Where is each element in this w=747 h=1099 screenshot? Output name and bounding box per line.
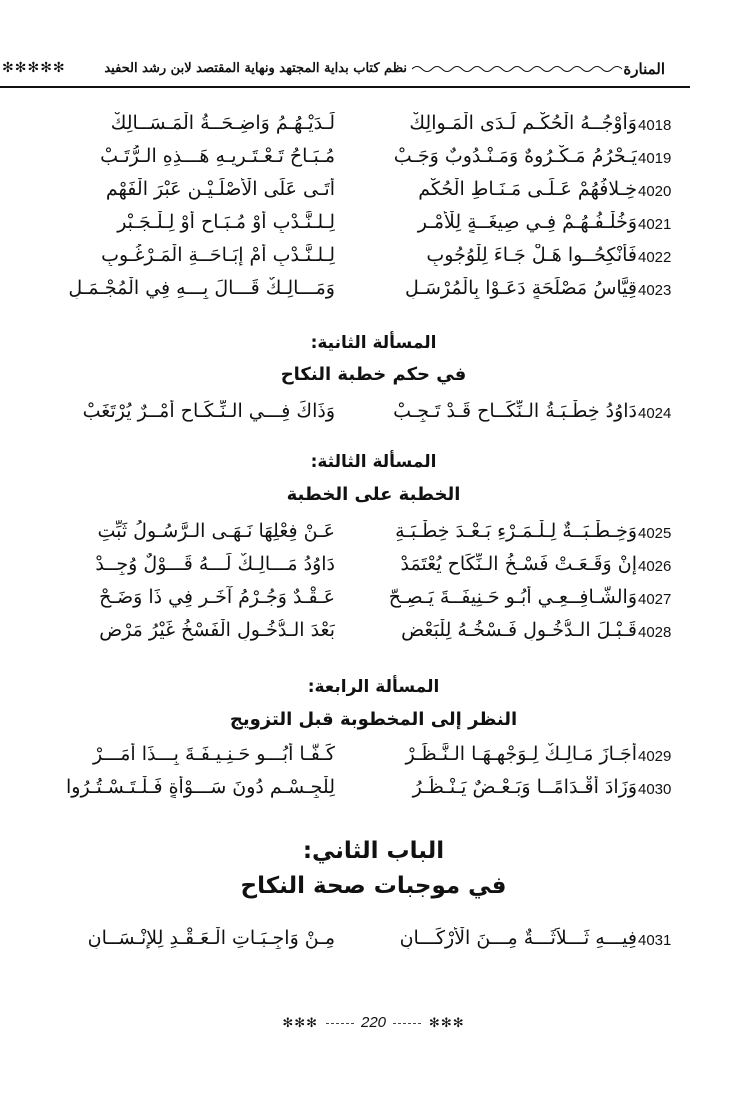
- verse-row: [0, 112, 747, 144]
- chapter-title: الباب الثاني:: [302, 838, 445, 864]
- verse-first-hemistich: إِنْ وَقَـعَـتْ فَسْـخُ الـنِّكَاحِ يُعْتَمَدْ: [400, 553, 637, 575]
- verse-number: 4025: [638, 525, 672, 542]
- verse-first-hemistich: دَاوُدُ خِطْـبَـةُ الـنِّكَــاحِ قَـدْ تَـجِـبْ: [393, 400, 637, 422]
- footer-divider: [326, 1023, 354, 1024]
- verse-second-hemistich: وَذَاكَ فِـــي الـنِّـكَـاحِ أَمْــرٌ يُرْتَغَبْ: [82, 400, 335, 422]
- verse-row: [0, 927, 747, 959]
- verse-row: [0, 244, 747, 276]
- verse-row: [0, 178, 747, 210]
- verse-first-hemistich: وَالشَّـافِــعِـي أَبُـو حَـنِيفَــةَ يَـصِـحّ: [388, 586, 637, 608]
- verse-first-hemistich: وَأَوْجُــهُ الْحُكْـمِ لَـدَى الْمَـوالِكْ: [409, 112, 637, 134]
- verse-number: 4029: [638, 748, 672, 765]
- verse-second-hemistich: عَـقْـدٌ وَجُـرْمُ آخَـرٍ فِي ذَا وَضَـحْ: [99, 586, 335, 608]
- verse-number: 4024: [638, 405, 672, 422]
- footer-ornament-icon: ✻✻✻: [428, 1016, 465, 1031]
- verse-number: 4018: [638, 117, 672, 134]
- verse-number: 4026: [638, 558, 672, 575]
- verse-number: 4019: [638, 150, 672, 167]
- verse-row: [0, 776, 747, 808]
- verse-number: 4022: [638, 249, 672, 266]
- verse-number: 4031: [638, 932, 672, 949]
- footer-ornament-icon: ✻✻✻: [282, 1016, 319, 1031]
- verse-first-hemistich: يَـحْرُمُ مَـكْـرُوهٌ وَمَـنْـدُوبٌ وَجَـبْ: [393, 145, 637, 167]
- verse-first-hemistich: فَأَنْكِحُــوا هَـلْ جَـاءَ لِلْوُجُوبِ: [426, 244, 637, 266]
- section-subtitle: الخطبة على الخطبة: [286, 484, 461, 505]
- section-title: المسألة الرابعة:: [307, 677, 440, 697]
- verse-second-hemistich: لِـلـنَّـدْبِ أَوْ مُـبَـاحٍ أَوْ لِـلْـجَـبْرِ: [117, 211, 335, 233]
- journal-name: المنارة: [623, 60, 665, 78]
- verse-first-hemistich: وَخُلْـفُـهُـمْ فِـي صِيغَــةٍ لِلْأَمْـرِ: [417, 211, 637, 233]
- verse-second-hemistich: كَـفًّـا أَبُـــو حَـنِـيـفَـةَ بِـــذَا أَمَـــرْ: [93, 743, 335, 765]
- page-header: [0, 56, 747, 86]
- page-footer: [0, 1014, 747, 1038]
- verse-row: [0, 277, 747, 309]
- section-title: المسألة الثالثة:: [310, 452, 437, 472]
- verse-number: 4028: [638, 624, 672, 641]
- verse-row: [0, 553, 747, 585]
- verse-second-hemistich: دَاوُدُ مَـــالِـكٌ لَـــهُ قَـــوْلٌ وُجِــدْ: [95, 553, 335, 575]
- verse-second-hemistich: مُـبَـاحُ تَـعْـتَـرِيـهِ هَـــذِهِ الـرُّتَـبْ: [100, 145, 335, 167]
- verse-first-hemistich: وَخِـطْـبَــةٌ لِـلْـمَـرْءِ بَـعْـدَ خِطْـبَـةِ: [395, 520, 637, 542]
- verse-number: 4027: [638, 591, 672, 608]
- verse-row: [0, 586, 747, 618]
- page-number: 220: [360, 1014, 387, 1031]
- book-title: نظم كتاب بداية المجتهد ونهاية المقتصد لابن رشد الحفيد: [104, 61, 407, 76]
- header-ornament-icon: ✻✻✻✻✻: [2, 60, 66, 76]
- verse-second-hemistich: لِلْجِـسْـمِ دُونَ سَـــوْأَةٍ فَـلْـتَـسْـتُـرُوا: [65, 776, 335, 798]
- section-title: المسألة الثانية:: [310, 333, 437, 353]
- verse-row: [0, 520, 747, 552]
- verse-first-hemistich: وَزَادَ أَقْـدَامًــا وَبَـعْـضٌ يَـنْـظُـرُ: [412, 776, 637, 798]
- verse-row: [0, 743, 747, 775]
- verse-second-hemistich: أَتَـى عَلَى الْأَصْلَـيْـنِ عَبْرَ الْفَهْمِ: [105, 178, 335, 200]
- verse-row: [0, 211, 747, 243]
- chapter-subtitle: في موجبات صحة النكاح: [240, 873, 507, 899]
- verse-row: [0, 400, 747, 432]
- verse-second-hemistich: وَمَـــالِـكٌ قَـــالَ بِـــهِ فِي الْمُجْـمَـلِ: [68, 277, 335, 299]
- verse-number: 4020: [638, 183, 672, 200]
- section-subtitle: النظر إلى المخطوبة قبل التزويج: [229, 709, 518, 730]
- verse-first-hemistich: قِيَّاسُ مَصْلَحَةٍ دَعَـوْا بِالْمُرْسَـلِ: [405, 277, 637, 299]
- verse-first-hemistich: فِيـــهِ ثَـــلاَثَـــةٌ مِـــنَ الْأَرْكَـــانِ: [399, 927, 637, 949]
- verse-number: 4021: [638, 216, 672, 233]
- verse-number: 4030: [638, 781, 672, 798]
- verse-first-hemistich: أَجَـازَ مَـالِـكٌ لِـوَجْهِـهَـا الـنَّـظَـرْ: [405, 743, 637, 765]
- verse-first-hemistich: خِـلافُهُمْ عَـلَـى مَـنَـاطِ الْحُكْمِ: [418, 178, 637, 200]
- verse-first-hemistich: قَـبْـلَ الـدُّخُـولِ فَـسْخُـهُ لِلْبَعْضِ: [401, 619, 637, 641]
- verse-second-hemistich: عَـنْ فِعْلِهَا نَـهَـى الـرَّسُـولُ ثَبِّتِ: [97, 520, 335, 542]
- verse-second-hemistich: لَـدَيْـهُـمُ وَاضِـحَــةُ الْمَـسَــالِكْ: [110, 112, 335, 134]
- wave-ornament-icon: [412, 64, 622, 74]
- verse-second-hemistich: مِـنْ وَاجِـبَـاتِ الْـعَـقْـدِ لِلإِنْـسَــانِ: [87, 927, 335, 949]
- verse-second-hemistich: بَعْدَ الـدُّخُـولِ الْفَسْخُ غَيْرُ مَرْضِ: [99, 619, 335, 641]
- verse-row: [0, 145, 747, 177]
- verse-row: [0, 619, 747, 651]
- header-rule: [0, 86, 690, 88]
- footer-divider: [393, 1023, 421, 1024]
- verse-second-hemistich: لِـلـنَّـدْبِ أَمْ إِبَـاحَــةِ الْمَـرْغُـوبِ: [101, 244, 335, 266]
- section-subtitle: في حكم خطبة النكاح: [280, 364, 467, 385]
- verse-number: 4023: [638, 282, 672, 299]
